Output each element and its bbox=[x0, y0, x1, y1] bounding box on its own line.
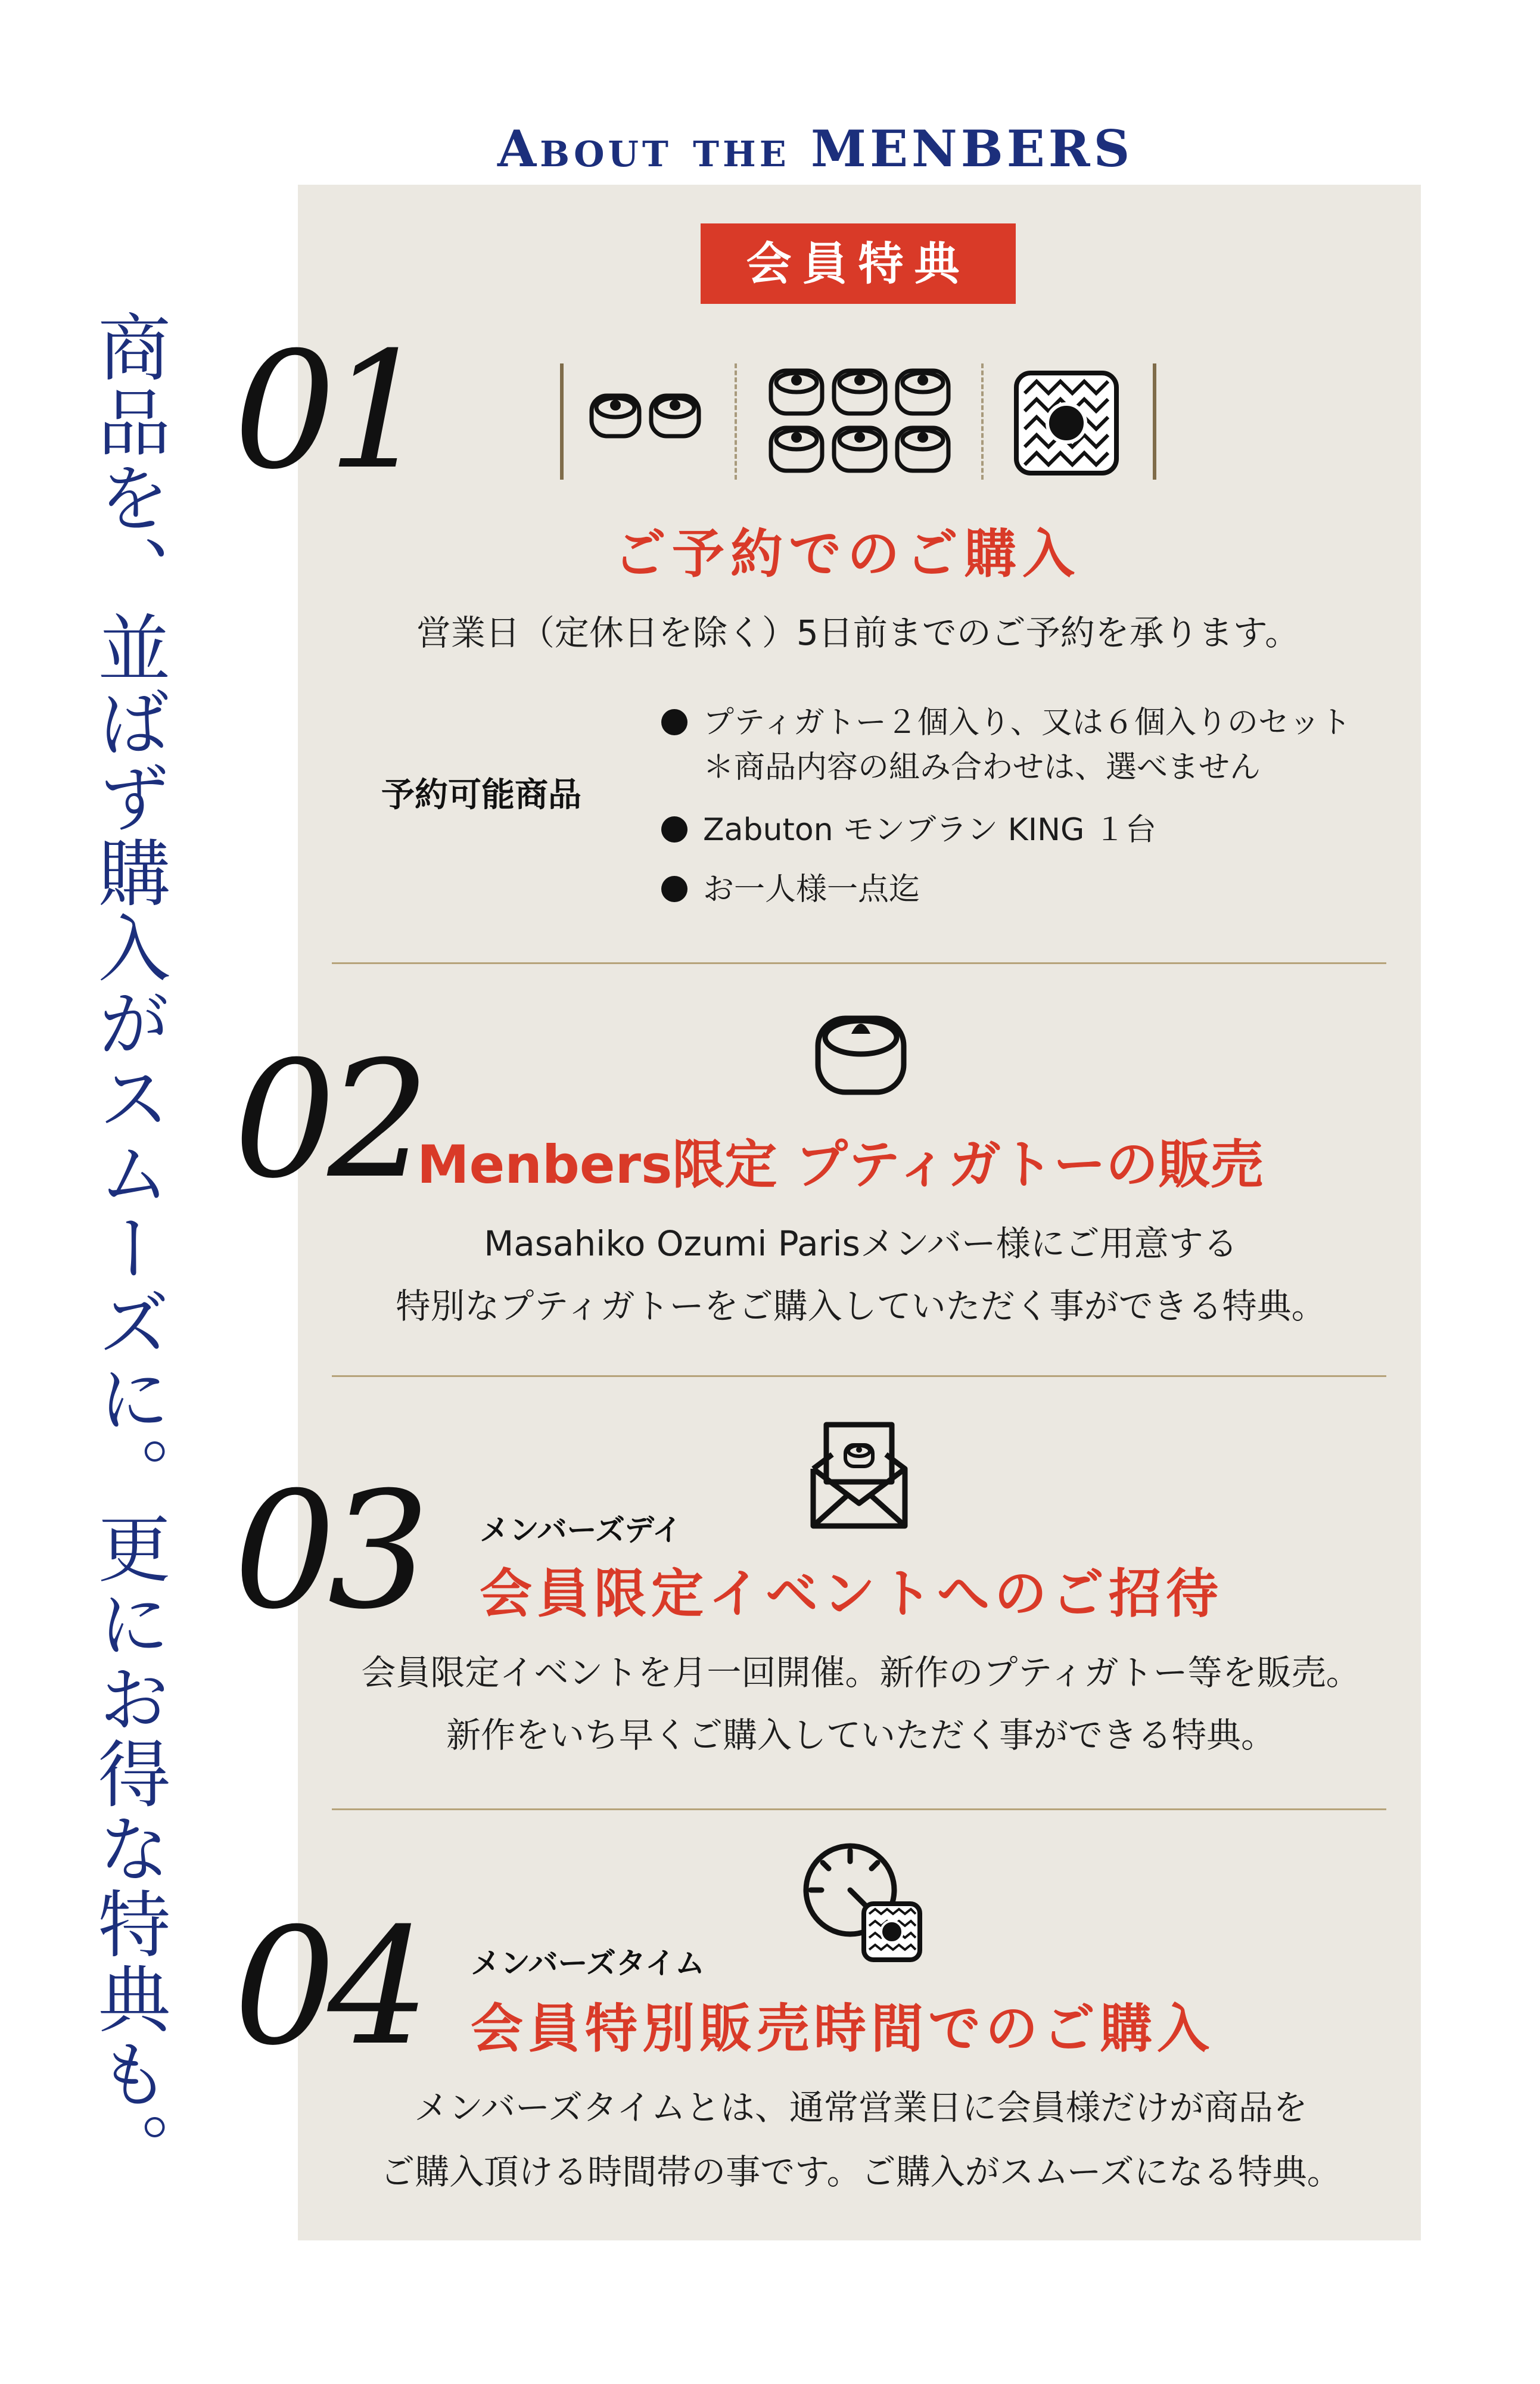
zabuton-montblanc-icon bbox=[1013, 369, 1120, 477]
section-divider bbox=[332, 962, 1386, 964]
section-03-line-1: 会員限定イベントを月一回開催。新作のプティガトー等を販売。 bbox=[361, 1652, 1361, 1693]
clock-cake-icon bbox=[801, 1841, 923, 1963]
section-divider bbox=[332, 1808, 1386, 1810]
petit-gateau-6-icon bbox=[767, 365, 952, 478]
list-item: お一人様一点迄 bbox=[661, 864, 920, 909]
section-03-number: 03 bbox=[234, 1457, 422, 1645]
section-divider bbox=[332, 1375, 1386, 1377]
icon-divider-dash bbox=[735, 363, 737, 480]
section-02-line-2: 特別なプティガトーをご購入していただく事ができる特典。 bbox=[396, 1286, 1326, 1326]
section-02-number: 02 bbox=[234, 1026, 422, 1214]
list-item: プティガトー２個入り、又は６個入りのセット bbox=[661, 697, 1351, 742]
petit-gateau-icon bbox=[813, 1010, 909, 1099]
bullet-icon bbox=[661, 876, 687, 902]
section-01-number: 01 bbox=[234, 317, 422, 505]
icon-divider-right bbox=[1153, 363, 1156, 480]
tagline: 商品を、並ばず購入がスムーズに。更にお得な特典も。 bbox=[86, 310, 170, 2187]
section-04-line-1: メンバーズタイムとは、通常営業日に会員様だけが商品を bbox=[414, 2087, 1308, 2128]
bullet-icon bbox=[661, 709, 687, 735]
section-03-line-2: 新作をいち早くご購入していただく事ができる特典。 bbox=[446, 1715, 1275, 1755]
icon-divider-left bbox=[560, 363, 564, 480]
section-04-line-2: ご購入頂ける時間帯の事です。ご購入がスムーズになる特典。 bbox=[380, 2152, 1342, 2192]
section-04-number: 04 bbox=[234, 1893, 422, 2081]
section-04-subtitle: メンバーズタイム bbox=[471, 1946, 705, 1981]
list-item-note: ＊商品内容の組み合わせは、選べません bbox=[703, 750, 1261, 785]
reservable-items-label: 予約可能商品 bbox=[381, 776, 581, 815]
section-01-title: ご予約でのご購入 bbox=[614, 523, 1081, 585]
members-benefits-badge: 会員特典 bbox=[701, 223, 1016, 304]
section-04-title: 会員特別販売時間でのご購入 bbox=[471, 1998, 1215, 2059]
section-03-title: 会員限定イベントへのご招待 bbox=[480, 1563, 1224, 1624]
section-01-description: 営業日（定休日を除く）5日前までのご予約を承ります。 bbox=[416, 613, 1300, 653]
list-item: Zabuton モンブラン KING １台 bbox=[661, 804, 1156, 849]
section-02-title: Menbers限定 プティガトーの販売 bbox=[417, 1134, 1263, 1195]
section-02-line-1: Masahiko Ozumi Parisメンバー様にご用意する bbox=[484, 1223, 1238, 1264]
icon-divider-dash bbox=[981, 363, 984, 480]
page-heading: About the MENBERS bbox=[497, 119, 1134, 178]
bullet-icon bbox=[661, 816, 687, 843]
section-03-subtitle: メンバーズデイ bbox=[480, 1513, 682, 1547]
petit-gateau-2-icon bbox=[587, 387, 706, 447]
invitation-envelope-icon bbox=[808, 1421, 910, 1531]
